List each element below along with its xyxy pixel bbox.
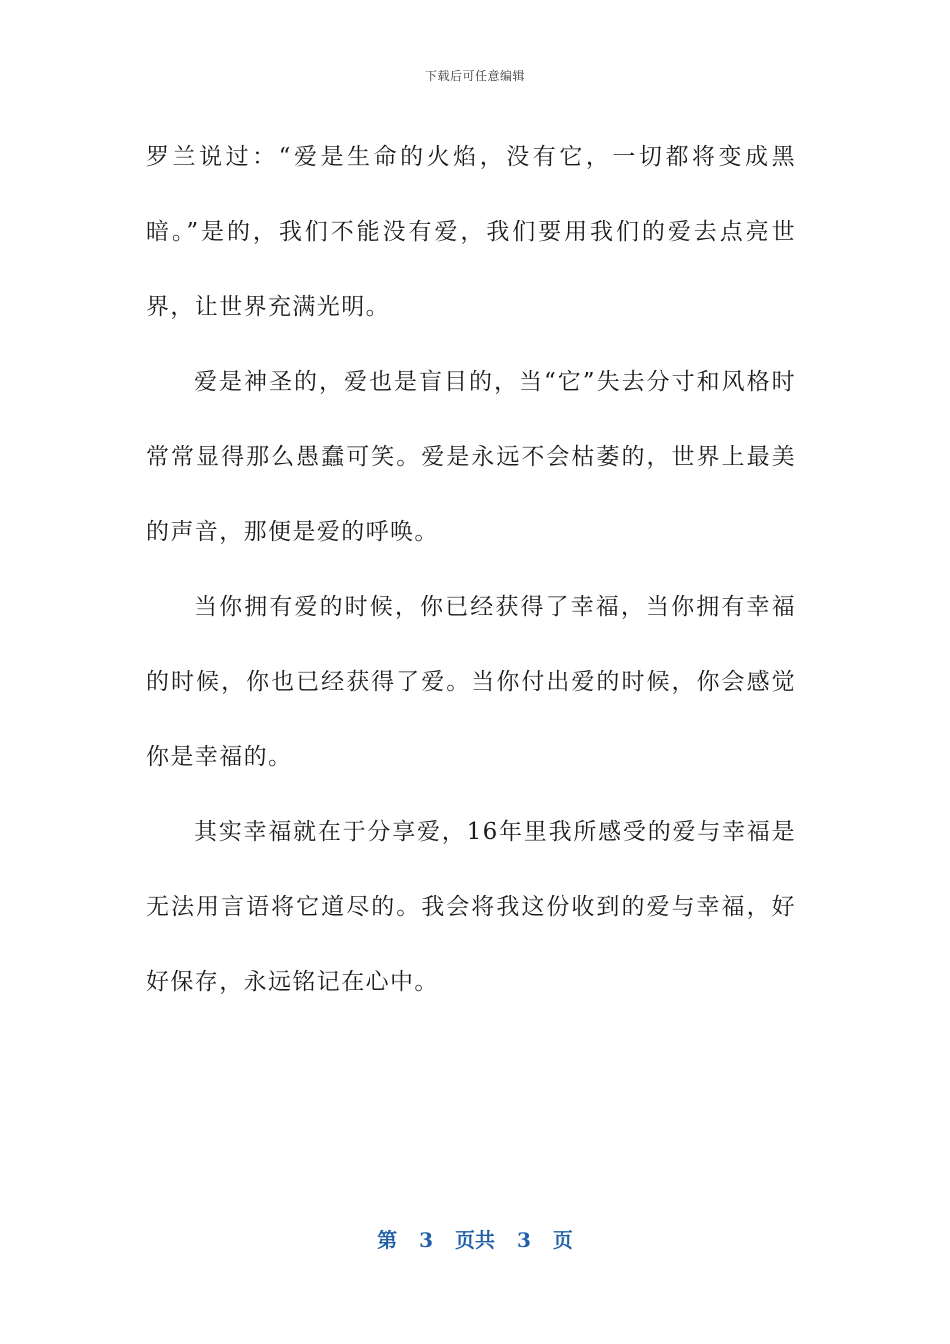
paragraph-3: 当你拥有爱的时候，你已经获得了幸福，当你拥有幸福的时候，你也已经获得了爱。当你付出爱的时候，你会感觉你是幸福的。 [146,594,796,770]
document-body [146,120,796,1020]
paragraph-1: 罗兰说过：“爱是生命的火焰，没有它，一切都将变成黑暗。”是的，我们不能没有爱，我们要用我们的爱去点亮世界，让世界充满光明。 [146,144,796,320]
footer-total-pages: 3 [517,1228,531,1252]
footer-suffix: 页 [552,1228,573,1252]
paragraph-2: 爱是神圣的，爱也是盲目的，当“它”失去分寸和风格时常常显得那么愚蠢可笑。爱是永远不会枯萎的，世界上最美的声音，那便是爱的呼唤。 [146,369,796,545]
footer-mid: 页共 [455,1228,495,1252]
page-number-footer [0,1224,950,1253]
footer-current-page: 3 [419,1228,433,1252]
footer-prefix: 第 [377,1228,398,1252]
header-note: 下载后可任意编辑 [424,69,525,83]
paragraph-4: 其实幸福就在于分享爱，16年里我所感受的爱与幸福是无法用言语将它道尽的。我会将我这份收到的爱与幸福，好好保存，永远铭记在心中。 [146,819,796,995]
